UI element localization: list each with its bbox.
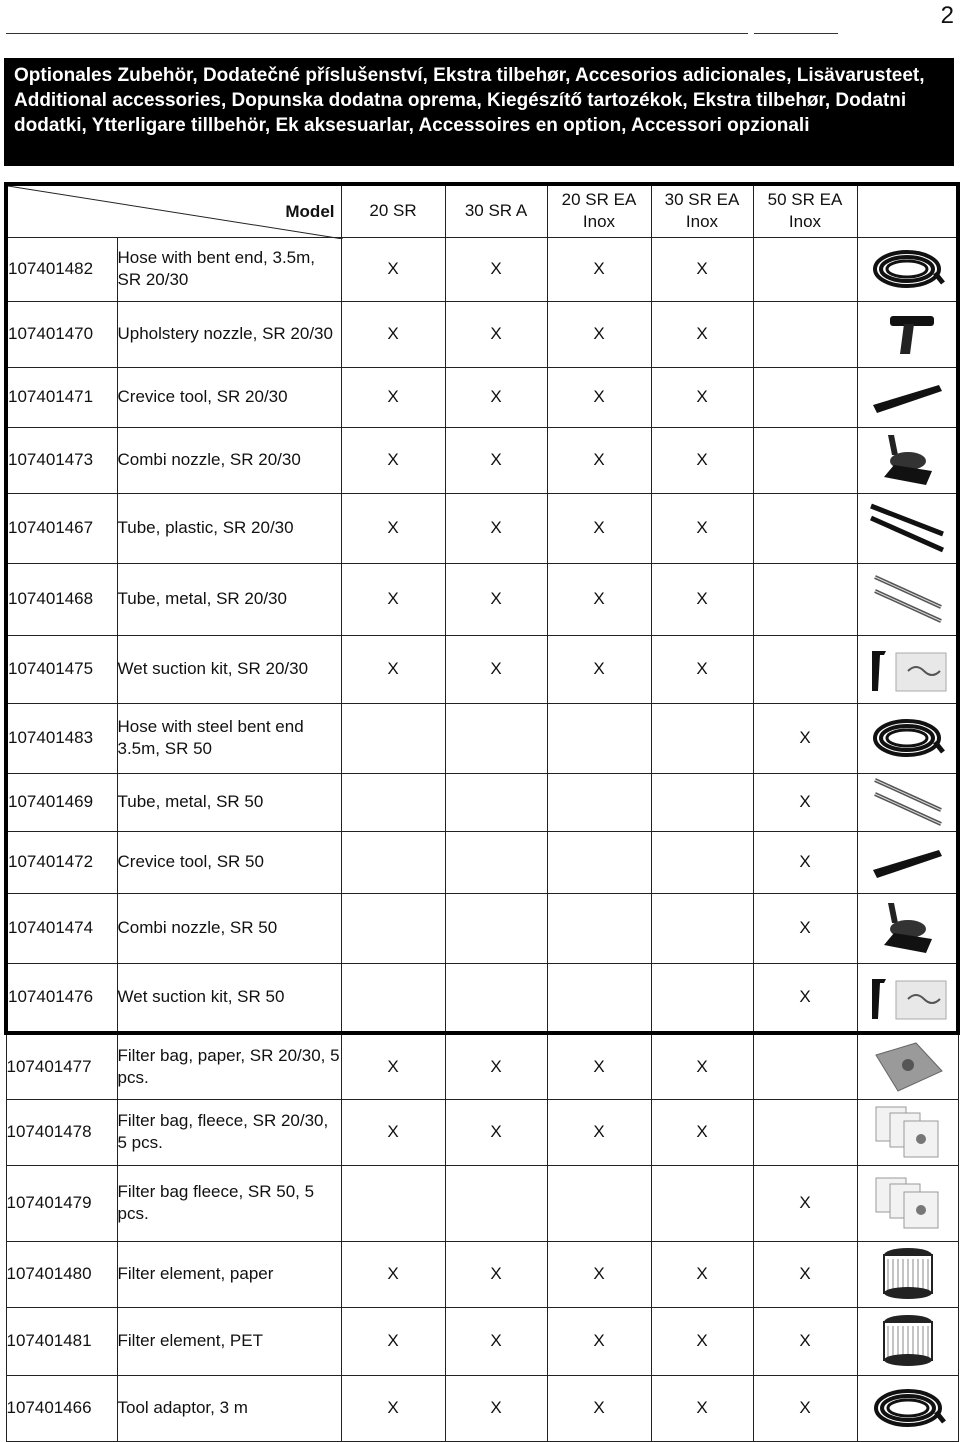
compatibility-mark: X xyxy=(651,1241,753,1307)
part-number: 107401481 xyxy=(6,1307,117,1375)
accessory-image xyxy=(857,563,958,635)
compatibility-mark: X xyxy=(547,1099,651,1165)
metal-tube-icon xyxy=(858,571,957,627)
combi-nozzle-icon xyxy=(858,899,957,957)
compatibility-mark: X xyxy=(445,237,547,301)
part-description: Tube, metal, SR 50 xyxy=(117,773,341,831)
part-number: 107401475 xyxy=(6,635,117,703)
compatibility-mark xyxy=(651,963,753,1033)
part-number: 107401470 xyxy=(6,301,117,367)
part-number: 107401476 xyxy=(6,963,117,1033)
fleece-filter-bags-icon xyxy=(858,1103,958,1161)
part-description: Filter bag, paper, SR 20/30, 5 pcs. xyxy=(117,1033,341,1099)
table-row xyxy=(6,367,958,427)
part-description: Hose with bent end, 3.5m, SR 20/30 xyxy=(117,237,341,301)
compatibility-mark xyxy=(753,1033,857,1099)
compatibility-mark: X xyxy=(547,635,651,703)
accessory-image xyxy=(857,1033,958,1099)
compatibility-mark: X xyxy=(341,427,445,493)
table-row xyxy=(6,1307,958,1375)
compatibility-mark: X xyxy=(753,703,857,773)
filter-element-icon xyxy=(858,1312,958,1370)
compatibility-mark xyxy=(341,963,445,1033)
compatibility-mark xyxy=(753,563,857,635)
filter-element-icon xyxy=(858,1245,958,1303)
part-number: 107401480 xyxy=(6,1241,117,1307)
column-header: 50 SR EA Inox xyxy=(753,184,857,237)
compatibility-mark: X xyxy=(547,367,651,427)
table-row xyxy=(6,893,958,963)
compatibility-mark: X xyxy=(445,1307,547,1375)
compatibility-mark: X xyxy=(651,367,753,427)
compatibility-mark xyxy=(753,1099,857,1165)
compatibility-mark: X xyxy=(753,1307,857,1375)
compatibility-mark: X xyxy=(547,493,651,563)
compatibility-mark: X xyxy=(445,635,547,703)
compatibility-mark xyxy=(753,493,857,563)
compatibility-mark: X xyxy=(445,427,547,493)
compatibility-mark xyxy=(547,1165,651,1241)
compatibility-mark xyxy=(547,893,651,963)
part-number: 107401468 xyxy=(6,563,117,635)
upholstery-nozzle-icon xyxy=(858,308,957,360)
compatibility-mark: X xyxy=(445,1241,547,1307)
part-description: Upholstery nozzle, SR 20/30 xyxy=(117,301,341,367)
compatibility-mark xyxy=(651,773,753,831)
accessory-image xyxy=(857,1241,958,1307)
part-description: Tube, metal, SR 20/30 xyxy=(117,563,341,635)
part-description: Crevice tool, SR 20/30 xyxy=(117,367,341,427)
compatibility-mark: X xyxy=(547,1241,651,1307)
compatibility-mark xyxy=(445,773,547,831)
table-row xyxy=(6,427,958,493)
part-description: Filter bag, fleece, SR 20/30, 5 pcs. xyxy=(117,1099,341,1165)
compatibility-mark xyxy=(445,893,547,963)
compatibility-mark: X xyxy=(651,1099,753,1165)
part-number: 107401473 xyxy=(6,427,117,493)
compatibility-mark: X xyxy=(341,1241,445,1307)
part-number: 107401477 xyxy=(6,1033,117,1099)
compatibility-mark: X xyxy=(341,563,445,635)
compatibility-mark xyxy=(651,1165,753,1241)
part-description: Hose with steel bent end 3.5m, SR 50 xyxy=(117,703,341,773)
compatibility-mark: X xyxy=(445,301,547,367)
compatibility-mark: X xyxy=(547,563,651,635)
compatibility-mark: X xyxy=(547,1307,651,1375)
compatibility-mark: X xyxy=(651,493,753,563)
compatibility-mark: X xyxy=(341,493,445,563)
compatibility-mark xyxy=(547,703,651,773)
compatibility-mark xyxy=(651,893,753,963)
compatibility-mark: X xyxy=(547,1375,651,1441)
combi-nozzle-icon xyxy=(858,431,957,489)
table-row xyxy=(6,237,958,301)
compatibility-mark: X xyxy=(341,635,445,703)
accessory-image xyxy=(857,367,958,427)
accessory-image xyxy=(857,1099,958,1165)
compatibility-mark: X xyxy=(753,1375,857,1441)
compatibility-mark xyxy=(753,237,857,301)
part-description: Wet suction kit, SR 50 xyxy=(117,963,341,1033)
table-row xyxy=(6,1033,958,1099)
accessory-image xyxy=(857,1165,958,1241)
compatibility-mark: X xyxy=(445,563,547,635)
hose-icon xyxy=(858,712,957,764)
plastic-tube-icon xyxy=(858,500,957,556)
compatibility-mark: X xyxy=(547,237,651,301)
compatibility-mark xyxy=(445,831,547,893)
part-number: 107401471 xyxy=(6,367,117,427)
compatibility-mark: X xyxy=(651,563,753,635)
accessory-image xyxy=(857,893,958,963)
table-row xyxy=(6,1241,958,1307)
table-row xyxy=(6,773,958,831)
compatibility-mark xyxy=(341,703,445,773)
wet-suction-kit-icon xyxy=(858,969,957,1025)
compatibility-mark xyxy=(445,703,547,773)
compatibility-mark xyxy=(341,773,445,831)
model-header-cell xyxy=(6,184,341,237)
table-row xyxy=(6,703,958,773)
part-number: 107401467 xyxy=(6,493,117,563)
section-title-banner: Optionales Zubehör, Dodatečné příslušenství, Ekstra tilbehør, Accesorios adicionales, Lisävarusteet, Additional accessories, Dopunska dodatna oprema, Kiegészítő tartozékok, Ekstra tilbehør, Dodatni dodatki, Ytterligare tillbehör, Ek aksesuarlar, Accessoires en option, Accessori opzionali xyxy=(4,58,954,166)
header-rule xyxy=(6,33,748,34)
compatibility-mark xyxy=(341,831,445,893)
compatibility-mark xyxy=(651,831,753,893)
compatibility-mark xyxy=(547,773,651,831)
part-number: 107401483 xyxy=(6,703,117,773)
table-row xyxy=(6,1165,958,1241)
compatibility-mark: X xyxy=(341,237,445,301)
compatibility-mark xyxy=(753,301,857,367)
fleece-filter-bags-icon xyxy=(858,1174,958,1232)
compatibility-mark xyxy=(341,893,445,963)
table-row xyxy=(6,963,958,1033)
compatibility-mark xyxy=(753,635,857,703)
compatibility-mark: X xyxy=(753,893,857,963)
compatibility-mark: X xyxy=(651,301,753,367)
hose-icon xyxy=(858,1382,958,1434)
compatibility-mark: X xyxy=(341,1099,445,1165)
compatibility-mark xyxy=(753,427,857,493)
compatibility-mark: X xyxy=(547,301,651,367)
part-description: Crevice tool, SR 50 xyxy=(117,831,341,893)
paper-filter-bag-icon xyxy=(858,1039,958,1095)
header-rule-short xyxy=(754,33,838,34)
compatibility-mark: X xyxy=(753,1165,857,1241)
accessory-image xyxy=(857,1375,958,1441)
column-header: 20 SR EA Inox xyxy=(547,184,651,237)
compatibility-mark: X xyxy=(341,1375,445,1441)
part-description: Wet suction kit, SR 20/30 xyxy=(117,635,341,703)
compatibility-mark: X xyxy=(651,237,753,301)
part-description: Combi nozzle, SR 20/30 xyxy=(117,427,341,493)
part-number: 107401482 xyxy=(6,237,117,301)
page-number: 2 xyxy=(940,2,954,29)
part-number: 107401479 xyxy=(6,1165,117,1241)
column-header: 30 SR EA Inox xyxy=(651,184,753,237)
table-row xyxy=(6,831,958,893)
part-number: 107401472 xyxy=(6,831,117,893)
compatibility-mark xyxy=(445,1165,547,1241)
compatibility-mark: X xyxy=(341,1307,445,1375)
wet-suction-kit-icon xyxy=(858,641,957,697)
column-header: 30 SR A xyxy=(445,184,547,237)
accessory-image xyxy=(857,237,958,301)
part-number: 107401474 xyxy=(6,893,117,963)
compatibility-mark xyxy=(547,831,651,893)
compatibility-mark xyxy=(547,963,651,1033)
hose-icon xyxy=(858,243,957,295)
table-row xyxy=(6,1375,958,1441)
accessory-image xyxy=(857,635,958,703)
crevice-tool-icon xyxy=(858,379,957,415)
compatibility-mark: X xyxy=(341,367,445,427)
compatibility-mark: X xyxy=(547,427,651,493)
accessory-image xyxy=(857,493,958,563)
accessory-image xyxy=(857,703,958,773)
part-number: 107401469 xyxy=(6,773,117,831)
compatibility-mark xyxy=(341,1165,445,1241)
crevice-tool-icon xyxy=(858,844,957,880)
metal-tube-icon xyxy=(858,774,957,830)
accessory-image xyxy=(857,963,958,1033)
compatibility-mark: X xyxy=(651,635,753,703)
column-header: 20 SR xyxy=(341,184,445,237)
compatibility-mark: X xyxy=(445,1375,547,1441)
compatibility-mark: X xyxy=(341,1033,445,1099)
compatibility-mark xyxy=(753,367,857,427)
table-row xyxy=(6,563,958,635)
table-row xyxy=(6,493,958,563)
accessory-image xyxy=(857,1307,958,1375)
accessory-image xyxy=(857,301,958,367)
table-row xyxy=(6,1099,958,1165)
compatibility-mark xyxy=(445,963,547,1033)
part-number: 107401478 xyxy=(6,1099,117,1165)
compatibility-mark: X xyxy=(547,1033,651,1099)
part-description: Tube, plastic, SR 20/30 xyxy=(117,493,341,563)
part-number: 107401466 xyxy=(6,1375,117,1441)
compatibility-mark: X xyxy=(753,773,857,831)
part-description: Tool adaptor, 3 m xyxy=(117,1375,341,1441)
accessory-image xyxy=(857,427,958,493)
part-description: Filter bag fleece, SR 50, 5 pcs. xyxy=(117,1165,341,1241)
compatibility-mark: X xyxy=(445,493,547,563)
compatibility-mark: X xyxy=(445,1033,547,1099)
compatibility-mark: X xyxy=(753,1241,857,1307)
compatibility-mark: X xyxy=(651,1033,753,1099)
part-description: Filter element, PET xyxy=(117,1307,341,1375)
table-row xyxy=(6,635,958,703)
compatibility-mark xyxy=(651,703,753,773)
part-description: Combi nozzle, SR 50 xyxy=(117,893,341,963)
compatibility-mark: X xyxy=(651,427,753,493)
image-header-cell xyxy=(857,184,958,237)
compatibility-mark: X xyxy=(445,367,547,427)
compatibility-mark: X xyxy=(753,831,857,893)
table-row xyxy=(6,301,958,367)
table-header-row xyxy=(6,184,958,237)
compatibility-mark: X xyxy=(341,301,445,367)
compatibility-mark: X xyxy=(651,1375,753,1441)
accessory-image xyxy=(857,831,958,893)
part-description: Filter element, paper xyxy=(117,1241,341,1307)
compatibility-mark: X xyxy=(753,963,857,1033)
compatibility-mark: X xyxy=(445,1099,547,1165)
accessory-image xyxy=(857,773,958,831)
model-label: Model xyxy=(285,202,335,221)
compatibility-mark: X xyxy=(651,1307,753,1375)
accessories-table xyxy=(4,182,960,1442)
